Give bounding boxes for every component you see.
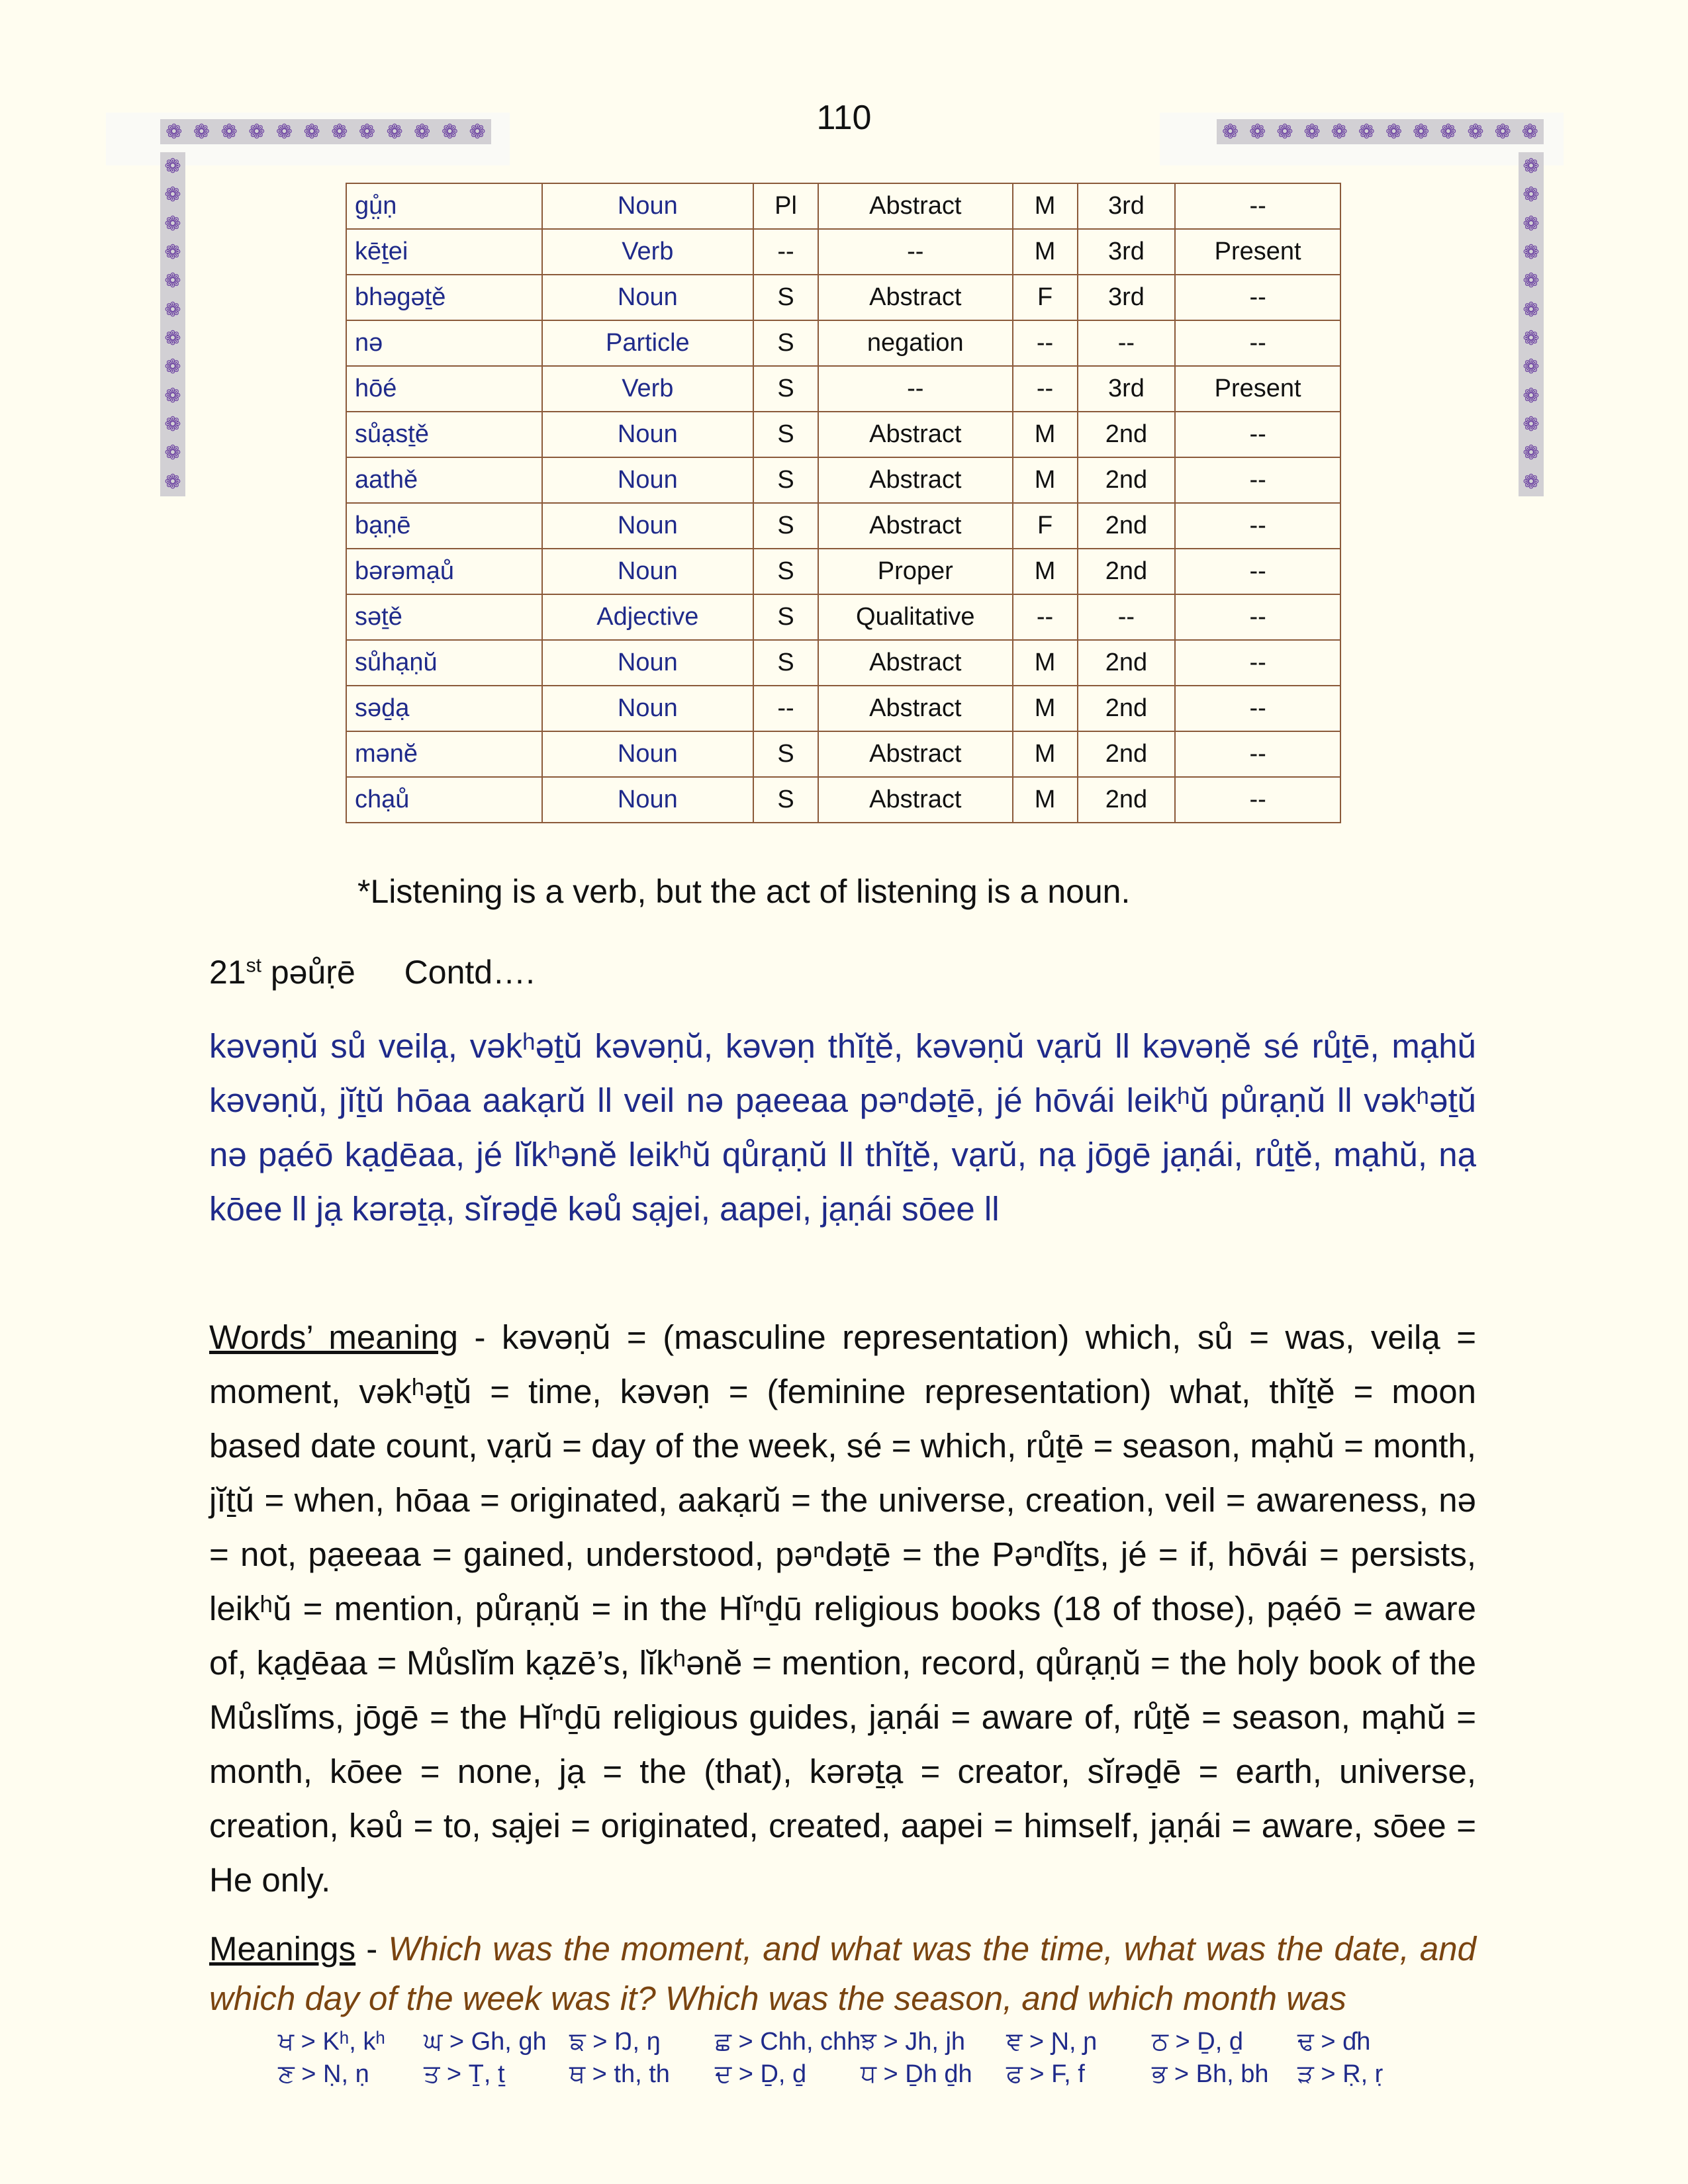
words-meaning-label: Words’ meaning	[209, 1318, 458, 1356]
section-contd: Contd….	[404, 954, 535, 991]
key-entry: ੜ > Ṛ, ṛ	[1297, 2060, 1383, 2088]
table-cell-pos: Noun	[542, 777, 754, 823]
table-cell-pos: Verb	[542, 366, 754, 412]
ornament-border-top-left: ❁ ❁ ❁ ❁ ❁ ❁ ❁ ❁ ❁ ❁ ❁ ❁	[160, 119, 491, 144]
table-cell-pos: Noun	[542, 640, 754, 686]
table-cell-type: Abstract	[818, 640, 1013, 686]
table-cell-word: kēṯei	[346, 229, 542, 275]
table-cell-number: S	[753, 275, 818, 320]
table-cell-tense: --	[1175, 686, 1340, 731]
table-cell-gender: --	[1013, 320, 1078, 366]
table-cell-person: 2nd	[1078, 686, 1176, 731]
table-cell-person: 2nd	[1078, 731, 1176, 777]
table-cell-gender: M	[1013, 731, 1078, 777]
ornament-border-left: ❁ ❁ ❁ ❁ ❁ ❁ ❁ ❁ ❁ ❁ ❁ ❁	[160, 152, 185, 496]
table-cell-type: Abstract	[818, 457, 1013, 503]
key-entry: ਦ > Ḏ, ḏ	[715, 2060, 807, 2088]
table-row	[346, 320, 1340, 366]
key-entry: ਫ > F, f	[1006, 2060, 1085, 2088]
table-cell-gender: M	[1013, 229, 1078, 275]
key-entry: ਝ > Jh, jh	[861, 2028, 966, 2056]
table-cell-word: mənĕ	[346, 731, 542, 777]
meanings-paragraph	[209, 1924, 1476, 2023]
table-cell-type: Abstract	[818, 777, 1013, 823]
table-row	[346, 457, 1340, 503]
table-row	[346, 229, 1340, 275]
table-cell-gender: M	[1013, 686, 1078, 731]
table-cell-word: gṳ̊ṇ	[346, 183, 542, 229]
table-row	[346, 731, 1340, 777]
table-cell-type: Abstract	[818, 731, 1013, 777]
table-cell-pos: Noun	[542, 457, 754, 503]
key-entry: ਥ > th, th	[569, 2060, 670, 2088]
key-entry: ਣ > Ṇ, ṇ	[278, 2060, 369, 2088]
grammar-table	[346, 183, 1341, 823]
table-cell-number: S	[753, 777, 818, 823]
table-cell-tense: --	[1175, 731, 1340, 777]
table-row	[346, 275, 1340, 320]
table-cell-word: bạṇē	[346, 503, 542, 549]
grammar-table-body	[346, 183, 1340, 823]
table-cell-person: --	[1078, 320, 1176, 366]
meanings-text: Which was the moment, and what was the time, what was the date, and which day of the week was it? Which was the season, and which month was	[209, 1930, 1477, 2017]
table-cell-person: 2nd	[1078, 503, 1176, 549]
table-cell-word: bhəgəṯě	[346, 275, 542, 320]
table-cell-word: aathě	[346, 457, 542, 503]
meanings-label: Meanings	[209, 1930, 356, 1968]
table-cell-word: səṯě	[346, 594, 542, 640]
table-row	[346, 183, 1340, 229]
table-cell-word: sůhạṇŭ	[346, 640, 542, 686]
table-cell-person: 2nd	[1078, 412, 1176, 457]
table-row	[346, 777, 1340, 823]
table-row	[346, 686, 1340, 731]
key-entry: ਢ > ɗh	[1297, 2028, 1371, 2056]
table-row	[346, 594, 1340, 640]
table-cell-number: S	[753, 366, 818, 412]
table-cell-tense: --	[1175, 457, 1340, 503]
verse-text: kəvəṇŭ sů veilạ, vəkʰəṯŭ kəvəṇŭ, kəvəṇ thĭṯĕ, kəvəṇŭ vạrŭ ll kəvəṇĕ sé růṯē, mạhŭ kəvəṇŭ, jĭṯŭ hōaa aakạrŭ ll veil nə pạeeaa pəⁿdəṯē, jé hōvái leikʰŭ půrạṇŭ ll vəkʰəṯŭ nə pạéō kạḏēaa, jé lĭkʰənĕ leikʰŭ qůrạṇŭ ll thĭṯĕ, vạrŭ, nạ jōgē jạṇái, růṯĕ, mạhŭ, nạ kōee ll jạ kərəṯạ, sĭrəḏē kəů sạjei, aapei, jạṇái sōee ll	[209, 1027, 1476, 1228]
table-cell-person: 2nd	[1078, 777, 1176, 823]
table-cell-pos: Noun	[542, 412, 754, 457]
table-cell-gender: --	[1013, 594, 1078, 640]
key-entry: ਭ > Bh, bh	[1152, 2060, 1269, 2088]
ornament-border-right: ❁ ❁ ❁ ❁ ❁ ❁ ❁ ❁ ❁ ❁ ❁ ❁	[1519, 152, 1544, 496]
table-cell-number: S	[753, 412, 818, 457]
table-cell-type: --	[818, 366, 1013, 412]
table-cell-word: bərəmạů	[346, 549, 542, 594]
table-cell-type: Proper	[818, 549, 1013, 594]
table-row	[346, 412, 1340, 457]
key-entry: ਠ > Ḏ, ḏ	[1152, 2028, 1243, 2056]
table-cell-pos: Adjective	[542, 594, 754, 640]
key-entry: ਞ > Ɲ, ɲ	[1006, 2028, 1098, 2056]
table-cell-person: --	[1078, 594, 1176, 640]
table-cell-type: Abstract	[818, 275, 1013, 320]
table-cell-number: --	[753, 229, 818, 275]
table-cell-number: S	[753, 594, 818, 640]
table-cell-pos: Noun	[542, 549, 754, 594]
table-cell-pos: Particle	[542, 320, 754, 366]
table-cell-gender: --	[1013, 366, 1078, 412]
words-meaning-paragraph	[209, 1310, 1476, 1907]
table-cell-tense: --	[1175, 503, 1340, 549]
table-cell-number: S	[753, 320, 818, 366]
table-cell-word: sůạsṯě	[346, 412, 542, 457]
table-cell-word: nə	[346, 320, 542, 366]
words-meaning-text: - kəvəṇŭ = (masculine representation) which, sů = was, veilạ = moment, vəkʰəṯŭ = time, kəvəṇ = (feminine representation) what, thĭṯĕ = moon based date count, vạrŭ = day of the week, sé = which, růṯē = season, mạhŭ = month, jĭṯŭ = when, hōaa = originated, aakạrŭ = the universe, creation, veil = awareness, nə = not, pạeeaa = gained, understood, pəⁿdəṯē = the Pəⁿdĭṯs, jé = if, hōvái = persists, leikʰŭ = mention, půrạṇŭ = in the Hĭⁿḏū religious books (18 of those), pạéō = aware of, kạḏēaa = Můslĭm kạzē’s, lĭkʰənĕ = mention, record, qůrạṇŭ = the holy book of the Můslĭms, jōgē = the Hĭⁿḏū religious guides, jạṇái = aware of, růṯĕ = season, mạhŭ = month, kōee = none, jạ = the (that), kərəṯạ = creator, sĭrəḏē = earth, universe, creation, kəů = to, sạjei = originated, created, aapei = himself, jạṇái = aware, sōee = He only.	[209, 1318, 1476, 1899]
table-cell-pos: Noun	[542, 686, 754, 731]
key-entry: ਘ > Gh, gh	[424, 2028, 547, 2056]
section-word: pəůṛē	[270, 954, 355, 991]
table-cell-tense: --	[1175, 412, 1340, 457]
table-cell-number: Pl	[753, 183, 818, 229]
transliteration-key	[278, 2028, 1456, 2089]
table-cell-person: 2nd	[1078, 640, 1176, 686]
table-cell-type: Abstract	[818, 412, 1013, 457]
table-cell-gender: M	[1013, 183, 1078, 229]
meanings-dash: -	[355, 1930, 389, 1968]
table-cell-type: negation	[818, 320, 1013, 366]
table-cell-tense: --	[1175, 183, 1340, 229]
table-cell-person: 3rd	[1078, 183, 1176, 229]
table-cell-type: Abstract	[818, 183, 1013, 229]
key-entry: ਙ > Ŋ, ŋ	[569, 2028, 661, 2056]
ornament-border-top-right: ❁ ❁ ❁ ❁ ❁ ❁ ❁ ❁ ❁ ❁ ❁ ❁	[1217, 119, 1544, 144]
table-cell-number: --	[753, 686, 818, 731]
table-cell-tense: --	[1175, 320, 1340, 366]
table-row	[346, 549, 1340, 594]
section-number: 21	[209, 954, 246, 991]
table-cell-tense: Present	[1175, 229, 1340, 275]
table-cell-number: S	[753, 457, 818, 503]
table-cell-gender: M	[1013, 412, 1078, 457]
key-entry: ਛ > Chh, chh	[715, 2028, 861, 2056]
table-cell-gender: M	[1013, 777, 1078, 823]
section-ordinal-suffix: st	[246, 954, 261, 977]
table-cell-type: Abstract	[818, 686, 1013, 731]
table-cell-pos: Noun	[542, 503, 754, 549]
table-cell-word: chạů	[346, 777, 542, 823]
table-cell-gender: F	[1013, 275, 1078, 320]
footnote: *Listening is a verb, but the act of listening is a noun.	[357, 873, 1131, 910]
table-cell-word: səḏạ	[346, 686, 542, 731]
table-cell-person: 3rd	[1078, 229, 1176, 275]
table-cell-person: 2nd	[1078, 549, 1176, 594]
table-cell-gender: M	[1013, 640, 1078, 686]
key-entry: ਖ > Kʰ, kʰ	[278, 2028, 385, 2056]
table-cell-tense: --	[1175, 275, 1340, 320]
table-cell-gender: M	[1013, 457, 1078, 503]
table-cell-gender: M	[1013, 549, 1078, 594]
table-cell-type: --	[818, 229, 1013, 275]
table-cell-person: 3rd	[1078, 366, 1176, 412]
table-row	[346, 503, 1340, 549]
table-cell-tense: --	[1175, 777, 1340, 823]
table-cell-type: Abstract	[818, 503, 1013, 549]
key-entry: ਤ > Ṯ, ṯ	[424, 2060, 505, 2088]
table-cell-type: Qualitative	[818, 594, 1013, 640]
table-cell-pos: Noun	[542, 275, 754, 320]
table-cell-number: S	[753, 503, 818, 549]
table-cell-person: 3rd	[1078, 275, 1176, 320]
table-cell-tense: --	[1175, 594, 1340, 640]
table-cell-number: S	[753, 549, 818, 594]
table-cell-pos: Noun	[542, 731, 754, 777]
table-cell-pos: Verb	[542, 229, 754, 275]
table-cell-number: S	[753, 731, 818, 777]
key-entry: ਧ > Ḏh ḏh	[861, 2060, 972, 2088]
table-cell-tense: Present	[1175, 366, 1340, 412]
table-cell-gender: F	[1013, 503, 1078, 549]
table-cell-pos: Noun	[542, 183, 754, 229]
page-number: 110	[816, 99, 872, 137]
table-row	[346, 640, 1340, 686]
section-heading	[209, 953, 535, 991]
table-cell-person: 2nd	[1078, 457, 1176, 503]
table-cell-word: hōé	[346, 366, 542, 412]
table-cell-tense: --	[1175, 640, 1340, 686]
table-cell-tense: --	[1175, 549, 1340, 594]
table-cell-number: S	[753, 640, 818, 686]
table-row	[346, 366, 1340, 412]
